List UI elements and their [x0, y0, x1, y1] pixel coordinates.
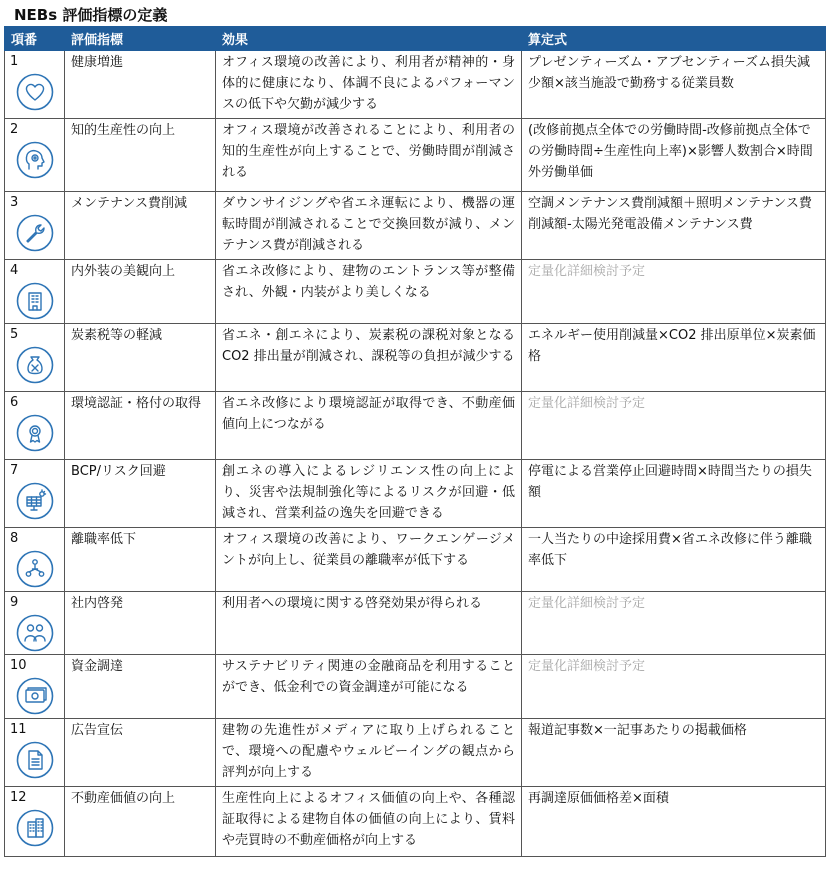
header-row — [5, 27, 826, 51]
formula-cell: 定量化詳細検討予定 — [522, 392, 826, 460]
row-number-cell — [5, 260, 65, 324]
row-number-cell — [5, 592, 65, 655]
row-number-cell — [5, 324, 65, 392]
row-number: 12 — [10, 790, 27, 805]
indicator-cell: 内外装の美観向上 — [65, 260, 216, 324]
formula-cell: 定量化詳細検討予定 — [522, 655, 826, 719]
formula-cell: 空調メンテナンス費削減額＋照明メンテナンス費削減額-太陽光発電設備メンテナンス費 — [522, 192, 826, 260]
row-number: 9 — [10, 595, 19, 610]
building-icon — [10, 282, 59, 320]
indicator-cell: 広告宣伝 — [65, 719, 216, 787]
row-number: 1 — [10, 54, 19, 69]
table-row — [5, 324, 826, 392]
row-number-cell — [5, 719, 65, 787]
table-row — [5, 592, 826, 655]
solar-panel-icon — [10, 482, 59, 520]
indicator-cell: メンテナンス費削減 — [65, 192, 216, 260]
row-number-cell — [5, 787, 65, 857]
effect-cell: オフィス環境の改善により、利用者が精神的・身体的に健康になり、体調不良によるパフォーマンスの低下や欠勤が減少する — [216, 51, 522, 119]
header-no: 項番 — [5, 27, 65, 51]
table-row — [5, 119, 826, 192]
row-number: 10 — [10, 658, 27, 673]
effect-cell: 省エネ改修により環境認証が取得でき、不動産価値向上につながる — [216, 392, 522, 460]
table-row — [5, 460, 826, 528]
effect-cell: サステナビリティ関連の金融商品を利用することができ、低金利での資金調達が可能になる — [216, 655, 522, 719]
table-row — [5, 51, 826, 119]
formula-cell: 定量化詳細検討予定 — [522, 260, 826, 324]
row-number-cell — [5, 119, 65, 192]
formula-cell: 報道記事数×一記事あたりの掲載価格 — [522, 719, 826, 787]
effect-cell: 建物の先進性がメディアに取り上げられることで、環境への配慮やウェルビーイングの観点から評判が向上する — [216, 719, 522, 787]
formula-cell: 再調達原価価格差×面積 — [522, 787, 826, 857]
formula-cell: プレゼンティーズム・アブセンティーズム損失減少額×該当施設で勤務する従業員数 — [522, 51, 826, 119]
header-indicator: 評価指標 — [65, 27, 216, 51]
people-network-icon — [10, 550, 59, 588]
money-icon — [10, 677, 59, 715]
formula-cell: エネルギー使用削減量×CO2 排出原単位×炭素価格 — [522, 324, 826, 392]
document-icon — [10, 741, 59, 779]
table-row — [5, 392, 826, 460]
effect-cell: オフィス環境の改善により、ワークエンゲージメントが向上し、従業員の離職率が低下する — [216, 528, 522, 592]
table-row — [5, 260, 826, 324]
table-row — [5, 655, 826, 719]
row-number: 5 — [10, 327, 19, 342]
table-row — [5, 719, 826, 787]
indicator-cell: 炭素税等の軽減 — [65, 324, 216, 392]
heart-icon — [10, 73, 59, 111]
indicator-cell: 知的生産性の向上 — [65, 119, 216, 192]
certificate-badge-icon — [10, 414, 59, 452]
header-formula: 算定式 — [522, 27, 826, 51]
row-number-cell — [5, 528, 65, 592]
formula-cell: 停電による営業停止回避時間×時間当たりの損失額 — [522, 460, 826, 528]
row-number: 4 — [10, 263, 19, 278]
effect-cell: 省エネ改修により、建物のエントランス等が整備され、外観・内装がより美しくなる — [216, 260, 522, 324]
row-number-cell — [5, 192, 65, 260]
formula-cell: 定量化詳細検討予定 — [522, 592, 826, 655]
row-number-cell — [5, 655, 65, 719]
page-title: NEBs 評価指標の定義 — [14, 6, 168, 24]
effect-cell: ダウンサイジングや省エネ運転により、機器の運転時間が削減されることで交換回数が減り、メンテナンス費が削減される — [216, 192, 522, 260]
formula-cell: (改修前拠点全体での労働時間-改修前拠点全体での労働時間÷生産性向上率)×影響人数割合×時間外労働単価 — [522, 119, 826, 192]
row-number: 3 — [10, 195, 19, 210]
effect-cell: オフィス環境が改善されることにより、利用者の知的生産性が向上することで、労働時間が削減される — [216, 119, 522, 192]
tax-bag-icon — [10, 346, 59, 384]
indicator-cell: 不動産価値の向上 — [65, 787, 216, 857]
table-row — [5, 192, 826, 260]
table-row — [5, 787, 826, 857]
effect-cell: 生産性向上によるオフィス価値の向上や、各種認証取得による建物自体の価値の向上により、賃料や売買時の不動産価格が向上する — [216, 787, 522, 857]
row-number: 8 — [10, 531, 19, 546]
nebs-table — [4, 26, 826, 857]
head-gear-icon — [10, 141, 59, 179]
effect-cell: 利用者への環境に関する啓発効果が得られる — [216, 592, 522, 655]
indicator-cell: 健康増進 — [65, 51, 216, 119]
people-icon — [10, 614, 59, 652]
wrench-icon — [10, 214, 59, 252]
office-building-icon — [10, 809, 59, 847]
table-body — [5, 51, 826, 857]
indicator-cell: BCP/リスク回避 — [65, 460, 216, 528]
row-number-cell — [5, 51, 65, 119]
indicator-cell: 社内啓発 — [65, 592, 216, 655]
indicator-cell: 離職率低下 — [65, 528, 216, 592]
row-number: 7 — [10, 463, 19, 478]
effect-cell: 創エネの導入によるレジリエンス性の向上により、災害や法規制強化等によるリスクが回避・低減され、営業利益の逸失を回避できる — [216, 460, 522, 528]
row-number-cell — [5, 460, 65, 528]
row-number: 6 — [10, 395, 19, 410]
indicator-cell: 環境認証・格付の取得 — [65, 392, 216, 460]
header-effect: 効果 — [216, 27, 522, 51]
row-number: 11 — [10, 722, 27, 737]
formula-cell: 一人当たりの中途採用費×省エネ改修に伴う離職率低下 — [522, 528, 826, 592]
table-row — [5, 528, 826, 592]
effect-cell: 省エネ・創エネにより、炭素税の課税対象となる CO2 排出量が削減され、課税等の負担が減少する — [216, 324, 522, 392]
indicator-cell: 資金調達 — [65, 655, 216, 719]
row-number: 2 — [10, 122, 19, 137]
row-number-cell — [5, 392, 65, 460]
